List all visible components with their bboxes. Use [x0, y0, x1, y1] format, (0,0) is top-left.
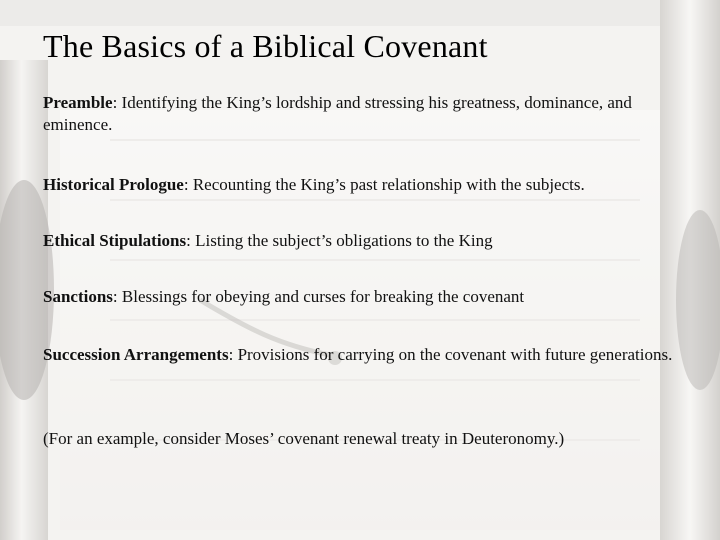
item-separator: :: [186, 231, 191, 250]
item-description: Identifying the King’s lordship and stressing his greatness, dominance, and eminence.: [43, 93, 632, 134]
slide-title: The Basics of a Biblical Covenant: [43, 28, 488, 64]
list-item-ethical-stipulations: [43, 230, 693, 252]
item-separator: :: [183, 175, 189, 194]
item-description: Provisions for carrying on the covenant with future generations.: [233, 345, 673, 364]
example-note: [43, 428, 693, 450]
item-description: (For an example, consider Moses’ covenant renewal treaty in Deuteronomy.): [43, 429, 565, 448]
list-item-historical-prologue: [43, 174, 693, 196]
list-item-preamble: [43, 92, 693, 136]
item-separator: :: [112, 287, 118, 306]
list-item-sanctions: [43, 286, 693, 308]
item-term: Ethical Stipulations: [43, 231, 187, 250]
item-term: Historical Prologue: [43, 175, 184, 194]
item-term: Sanctions: [43, 287, 113, 306]
item-separator: :: [112, 93, 118, 112]
list-item-succession-arrangements: [43, 344, 693, 366]
item-description: Recounting the King’s past relationship with the subjects.: [188, 175, 585, 194]
item-description: Blessings for obeying and curses for breaking the covenant: [117, 287, 525, 306]
item-description: Listing the subject’s obligations to the King: [190, 231, 493, 250]
item-separator: :: [228, 345, 234, 364]
item-term: Succession Arrangements: [43, 345, 229, 364]
item-term: Preamble: [43, 93, 113, 112]
